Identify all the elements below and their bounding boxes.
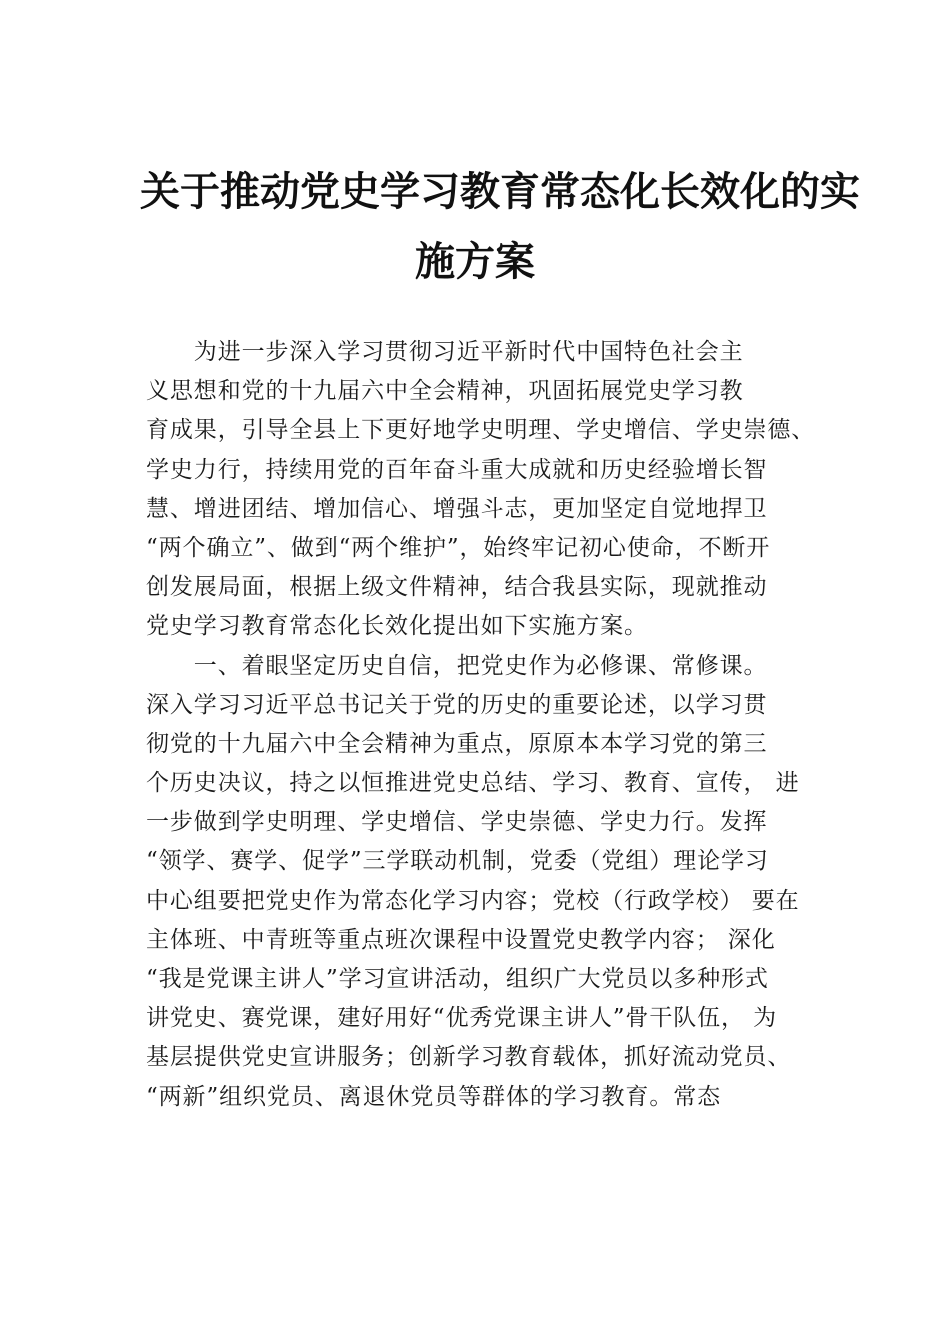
document-title-line-1: 关于推动党史学习教育常态化长效化的实 [140,168,860,215]
body-line: 个历史决议，持之以恒推进党史总结、学习、教育、宣传， 进 [146,770,800,797]
body-line: 学史力行，持续用党的百年奋斗重大成就和历史经验增长智 [146,456,768,483]
document-body [146,333,826,1117]
body-line: 义思想和党的十九届六中全会精神，巩固拓展党史学习教 [146,378,744,405]
body-line: “两新”组织党员、离退休党员等群体的学习教育。常态 [146,1083,722,1110]
body-line: 慧、增进团结、增加信心、增强斗志，更加坚定自觉地捍卫 [146,495,768,522]
body-line: 主体班、中青班等重点班次课程中设置党史教学内容； 深化 [146,926,776,953]
body-line: 创发展局面，根据上级文件精神，结合我县实际，现就推动 [146,574,768,601]
body-line: “领学、赛学、促学”三学联动机制，党委（党组）理论学习 [146,848,769,875]
body-line: 彻党的十九届六中全会精神为重点，原原本本学习党的第三 [146,730,768,757]
body-line: “我是党课主讲人”学习宣讲活动，组织广大党员以多种形式 [146,966,769,992]
body-line: 讲党史、赛党课，建好用好“优秀党课主讲人”骨干队伍， 为 [146,1005,778,1032]
body-line: 深入学习习近平总书记关于党的历史的重要论述，以学习贯 [146,691,768,718]
body-line: 党史学习教育常态化长效化提出如下实施方案。 [146,613,648,640]
body-line: 育成果，引导全县上下更好地学史明理、学史增信、学史崇德、 [146,417,816,444]
body-line: 一步做到学史明理、学史增信、学史崇德、学史力行。发挥 [146,809,768,836]
body-line: 一、着眼坚定历史自信，把党史作为必修课、常修课。 [146,652,768,679]
body-line: 中心组要把党史作为常态化学习内容；党校（行政学校） 要在 [146,887,800,914]
document-title-line-2: 施方案 [415,238,535,285]
body-line: 基层提供党史宣讲服务；创新学习教育载体，抓好流动党员、 [146,1044,792,1071]
body-line: 为进一步深入学习贯彻习近平新时代中国特色社会主 [146,339,744,365]
body-line: “两个确立”、做到“两个维护”，始终牢记初心使命，不断开 [146,534,771,561]
